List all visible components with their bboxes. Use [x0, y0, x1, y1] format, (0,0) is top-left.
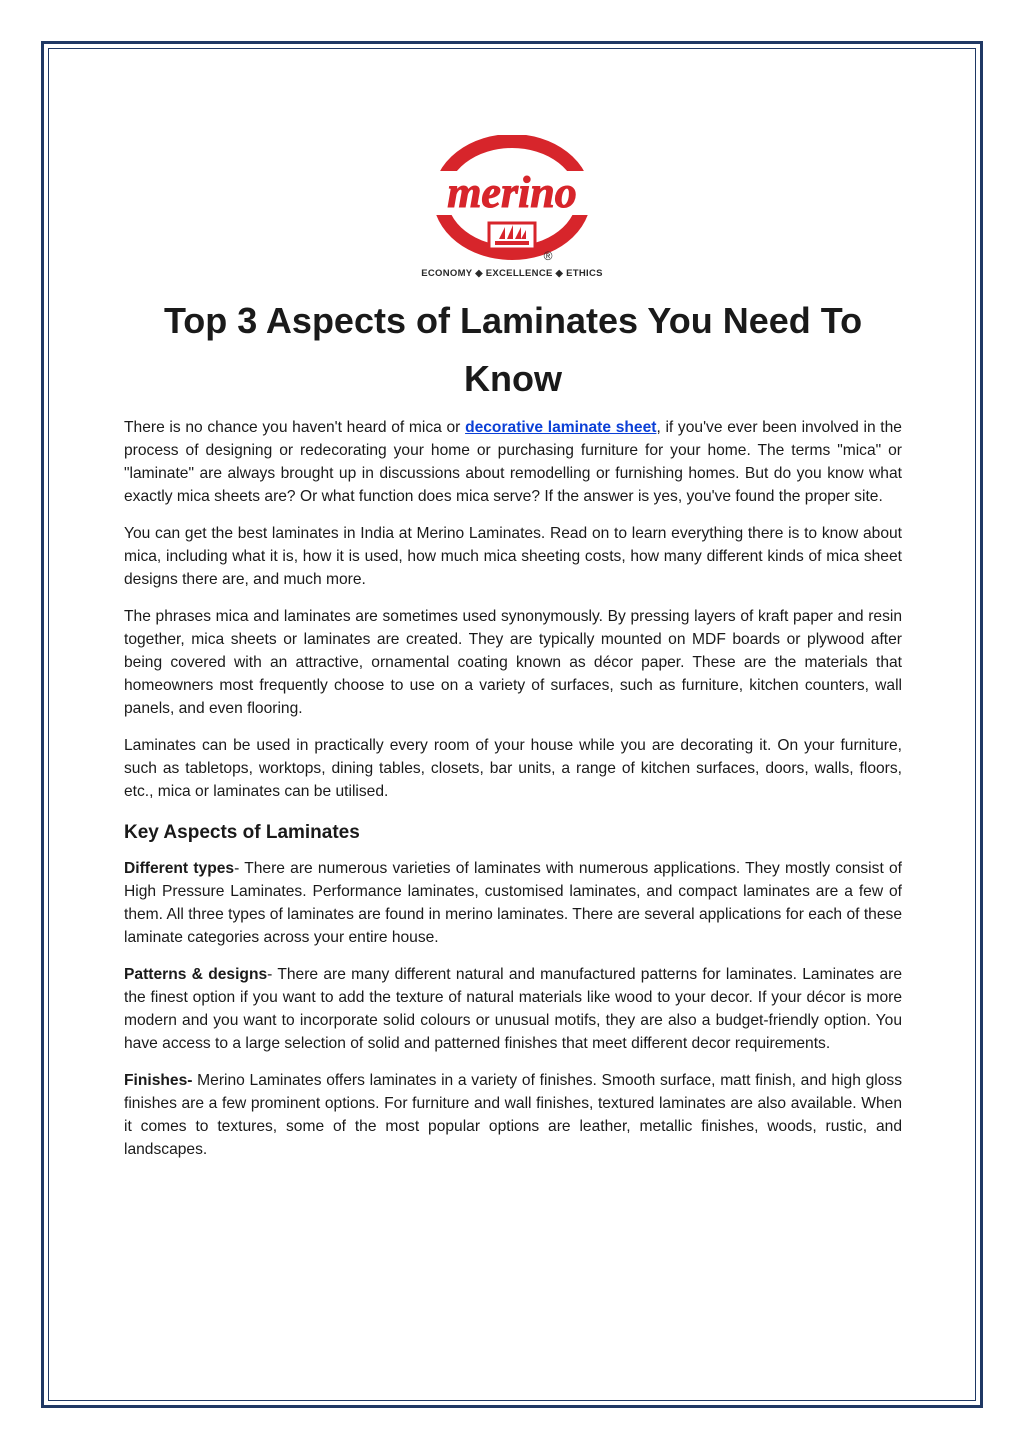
aspect-label: Different types [124, 860, 235, 877]
key-aspects-heading: Key Aspects of Laminates [124, 822, 360, 843]
aspect-separator: - [234, 860, 245, 877]
aspect-label: Finishes- [124, 1072, 193, 1089]
merino-logo-graphic [409, 135, 615, 281]
intro-paragraph-4: Laminates can be used in practically every room of your house while you are decorating it. On your furniture, such as tabletops, worktops, dining tables, closets, bar units, a range of kitchen surfaces, doors, walls, floors, etc., mica or laminates can be utilised. [124, 737, 902, 800]
aspect-text: There are many different natural and manufactured patterns for laminates. Laminates are the finest option if you want to add the texture of natural materials like wood to your decor. If your décor is more modern and you want to incorporate solid colours or unusual motifs, they are also a budget-friendly option. You have access to a large selection of solid and patterned finishes that meet different decor requirements. [124, 966, 903, 1052]
aspect-text: Merino Laminates offers laminates in a variety of finishes. Smooth surface, matt finish, and high gloss finishes are a few prominent options. For furniture and wall finishes, textured laminates are also available. When it comes to textures, some of the most popular options are leather, metallic finishes, woods, rustic, and landscapes. [124, 1072, 902, 1158]
registered-mark: ® [543, 249, 553, 263]
decorative-laminate-sheet-link[interactable]: decorative laminate sheet [465, 419, 657, 436]
document-title: Top 3 Aspects of Laminates You Need To Know [163, 300, 863, 399]
merino-logo [409, 135, 615, 281]
intro-paragraph-1 [124, 416, 902, 508]
intro-text-before-link: There is no chance you haven't heard of mica or [124, 419, 466, 436]
intro-text-after-link: , if you've ever been involved in the process of designing or redecorating your home or purchasing furniture for your home. The terms "mica" or "laminate" are always brought up in discussions about remodelling or furnishing homes. But do you know what exactly mica sheets are? Or what function does mica serve? If the answer is yes, you've found the proper site. [124, 419, 902, 505]
intro-paragraph-3: The phrases mica and laminates are sometimes used synonymously. By pressing layers of kraft paper and resin together, mica sheets or laminates are created. They are typically mounted on MDF boards or plywood after being covered with an attractive, ornamental coating known as décor paper. These are the materials that homeowners most frequently choose to use on a variety of surfaces, such as furniture, kitchen counters, wall panels, and even flooring. [124, 608, 902, 717]
aspect-label: Patterns & designs [124, 966, 268, 983]
aspect-different-types [124, 857, 902, 949]
logo-wordmark: merino [447, 168, 577, 217]
aspect-finishes [124, 1069, 902, 1161]
document-body [124, 416, 902, 1175]
intro-paragraph-2: You can get the best laminates in India at Merino Laminates. Read on to learn everything there is to know about mica, including what it is, how it is used, how much mica sheeting costs, how many different kinds of mica sheet designs there are, and much more. [124, 525, 902, 588]
aspect-patterns-designs [124, 963, 902, 1055]
aspect-text: There are numerous varieties of laminates with numerous applications. They mostly consist of High Pressure Laminates. Performance laminates, customised laminates, and compact laminates are a few of them. All three types of laminates are found in merino laminates. There are several applications for each of these laminate categories across your entire house. [124, 860, 903, 946]
logo-tagline: ECONOMY ◆ EXCELLENCE ◆ ETHICS [421, 268, 603, 279]
aspect-separator: - [267, 966, 278, 983]
